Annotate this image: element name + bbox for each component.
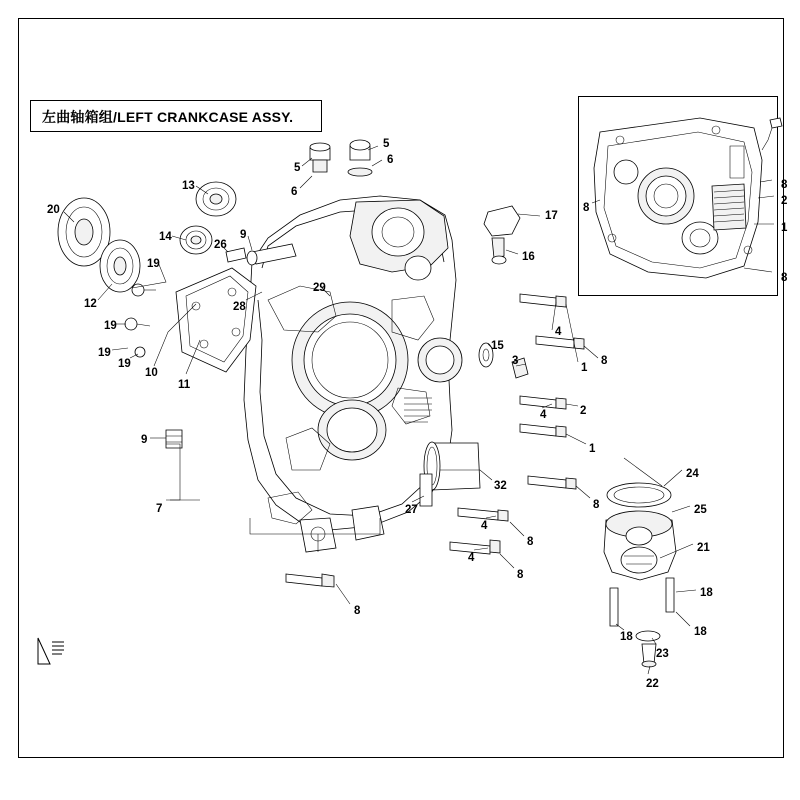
callout-6-3: 6 — [291, 186, 298, 198]
callout-22-45: 22 — [646, 678, 659, 690]
screw-18-b — [666, 578, 674, 612]
oil-filter-assembly — [604, 483, 676, 667]
callout-24-38: 24 — [686, 468, 699, 480]
bolt-8-lower — [528, 476, 576, 489]
callout-19-14: 19 — [98, 347, 111, 359]
callout-29-17: 29 — [313, 282, 326, 294]
diagram-title: 左曲轴箱组/LEFT CRANKCASE ASSY. — [42, 109, 294, 125]
callout-9-28: 9 — [141, 434, 148, 446]
callout-18-43: 18 — [620, 631, 633, 643]
callout-23-44: 23 — [656, 648, 669, 660]
callout-13-4: 13 — [182, 180, 195, 192]
callout-32-31: 32 — [494, 480, 507, 492]
callout-5-0: 5 — [383, 138, 390, 150]
bearing-13 — [196, 182, 236, 216]
callout-2-26: 2 — [580, 405, 587, 417]
bolt-4-8-b2 — [450, 540, 500, 554]
cap-17-16 — [484, 206, 520, 264]
inset-callout-8-4: 8 — [781, 272, 788, 284]
callout-4-33: 4 — [481, 520, 488, 532]
callout-7-29: 7 — [156, 503, 163, 515]
bolt-1-mid — [520, 424, 566, 437]
callout-18-41: 18 — [700, 587, 713, 599]
callout-11-19: 11 — [178, 379, 191, 391]
bearing-12 — [100, 240, 140, 292]
callout-27-30: 27 — [405, 504, 418, 516]
callout-26-7: 26 — [214, 239, 227, 251]
callout-19-11: 19 — [147, 258, 160, 270]
bolt-4-1-upper — [520, 294, 566, 307]
bolt-9-7-left — [166, 430, 182, 448]
inset-callout-1-3: 1 — [781, 222, 788, 234]
callout-5-1: 5 — [294, 162, 301, 174]
o-ring-24 — [607, 483, 671, 507]
inset-callout-8-0: 8 — [583, 202, 590, 214]
callout-21-40: 21 — [697, 542, 710, 554]
callout-28-16: 28 — [233, 301, 246, 313]
screw-18-a — [610, 588, 618, 626]
inset-artwork — [592, 118, 782, 278]
dowel-27 — [420, 474, 432, 506]
callout-8-37: 8 — [354, 605, 361, 617]
plug-5-6-left — [310, 143, 330, 172]
callout-12-12: 12 — [84, 298, 97, 310]
callout-4-35: 4 — [468, 552, 475, 564]
callout-3-24: 3 — [512, 355, 519, 367]
callout-19-13: 19 — [104, 320, 117, 332]
inset-callout-8-1: 8 — [781, 179, 788, 191]
callout-16-10: 16 — [522, 251, 535, 263]
callout-19-15: 19 — [118, 358, 131, 370]
callout-15-23: 15 — [491, 340, 504, 352]
callout-18-42: 18 — [694, 626, 707, 638]
callout-8-34: 8 — [527, 536, 534, 548]
filter-cover-21 — [621, 547, 657, 573]
inset-callout-2-2: 2 — [781, 195, 788, 207]
bearing-14 — [180, 226, 212, 254]
callout-25-39: 25 — [694, 504, 707, 516]
callout-6-2: 6 — [387, 154, 394, 166]
callout-4-25: 4 — [540, 409, 547, 421]
bolt-8-bottom — [286, 574, 334, 587]
callout-1-22: 1 — [581, 362, 588, 374]
callout-20-5: 20 — [47, 204, 60, 216]
dowel-pins-19 — [125, 284, 156, 357]
projection-symbol-icon — [36, 636, 70, 666]
callout-8-21: 8 — [601, 355, 608, 367]
bolt-4-2-mid — [520, 396, 566, 409]
washer-23 — [636, 631, 660, 641]
callout-1-27: 1 — [589, 443, 596, 455]
callout-8-36: 8 — [517, 569, 524, 581]
callout-9-8: 9 — [240, 229, 247, 241]
callout-4-20: 4 — [555, 326, 562, 338]
callout-10-18: 10 — [145, 367, 158, 379]
callout-14-6: 14 — [159, 231, 172, 243]
callout-8-32: 8 — [593, 499, 600, 511]
plug-5-6-right — [348, 140, 372, 176]
callout-17-9: 17 — [545, 210, 558, 222]
